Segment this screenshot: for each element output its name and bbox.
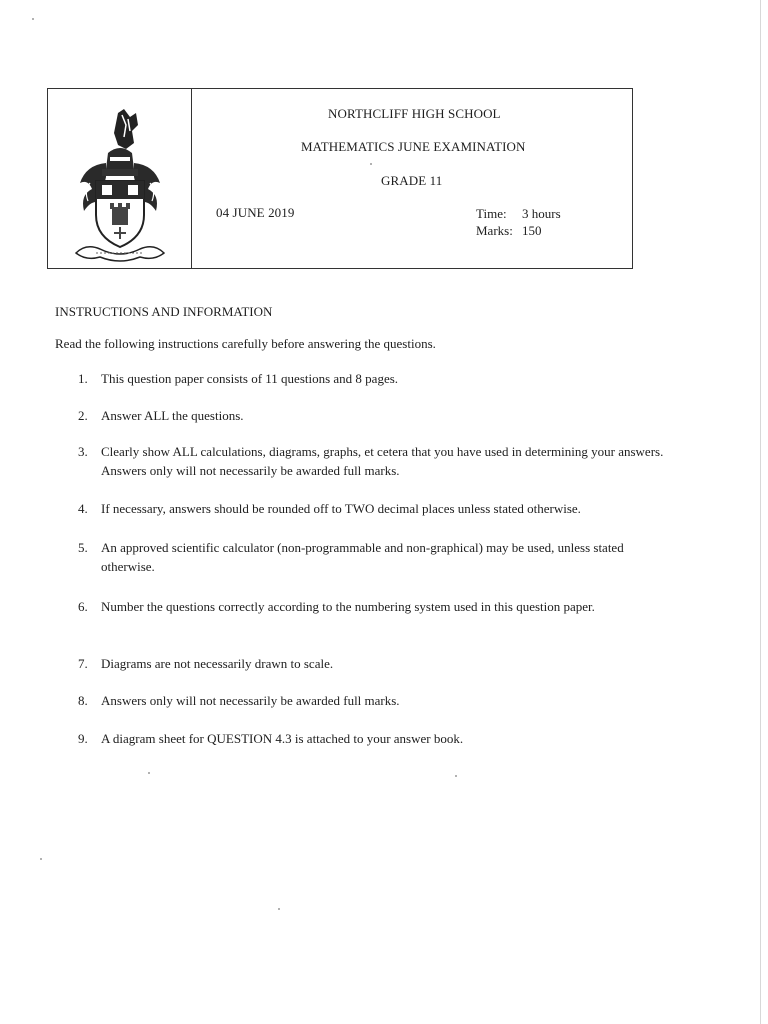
instruction-text: Diagrams are not necessarily drawn to scale.	[101, 656, 334, 671]
instruction-number: 3.	[78, 444, 88, 459]
time-value: 3 hours	[522, 206, 561, 221]
instruction-text: This question paper consists of 11 questions and 8 pages.	[101, 371, 399, 386]
school-name: NORTHCLIFF HIGH SCHOOL	[328, 106, 501, 121]
scan-speck	[40, 858, 42, 860]
instructions-heading: INSTRUCTIONS AND INFORMATION	[55, 304, 273, 319]
scan-speck	[455, 775, 457, 777]
instruction-text: Answers only will not necessarily be awarded full marks.	[101, 693, 400, 708]
logo-cell	[48, 89, 192, 268]
instruction-number: 5.	[78, 540, 88, 555]
page-edge	[760, 0, 761, 1024]
marks-value: 150	[522, 223, 542, 238]
school-crest-icon	[66, 103, 174, 265]
scan-speck	[148, 772, 150, 774]
scan-speck	[370, 163, 372, 165]
instructions-intro: Read the following instructions carefully before answering the questions.	[55, 336, 436, 351]
exam-date: 04 JUNE 2019	[216, 205, 295, 220]
exam-header	[47, 88, 633, 269]
marks-row	[476, 222, 561, 239]
instruction-text: Number the questions correctly according to the numbering system used in this question paper.	[101, 599, 595, 614]
instruction-number: 6.	[78, 599, 88, 614]
instruction-text: An approved scientific calculator (non-programmable and non-graphical) may be used, unless stated otherwise.	[101, 540, 624, 574]
time-row	[476, 205, 561, 222]
instruction-number: 2.	[78, 408, 88, 423]
instruction-number: 4.	[78, 501, 88, 516]
grade-label: GRADE 11	[381, 173, 443, 188]
instruction-text: Answer ALL the questions.	[101, 408, 244, 423]
instruction-text: Clearly show ALL calculations, diagrams, graphs, et cetera that you have used in determining your answers. Answers only will not necessarily be awarded full marks.	[101, 444, 664, 478]
scan-speck	[278, 908, 280, 910]
instruction-text: A diagram sheet for QUESTION 4.3 is attached to your answer book.	[101, 731, 464, 746]
instruction-text: If necessary, answers should be rounded off to TWO decimal places unless stated otherwise.	[101, 501, 581, 516]
instruction-number: 8.	[78, 693, 88, 708]
time-label: Time:	[476, 206, 507, 221]
instruction-number: 1.	[78, 371, 88, 386]
marks-label: Marks:	[476, 223, 513, 238]
scan-speck	[32, 18, 34, 20]
time-marks-block	[476, 205, 561, 239]
instruction-number: 7.	[78, 656, 88, 671]
instruction-number: 9.	[78, 731, 88, 746]
exam-title: MATHEMATICS JUNE EXAMINATION	[301, 139, 526, 154]
